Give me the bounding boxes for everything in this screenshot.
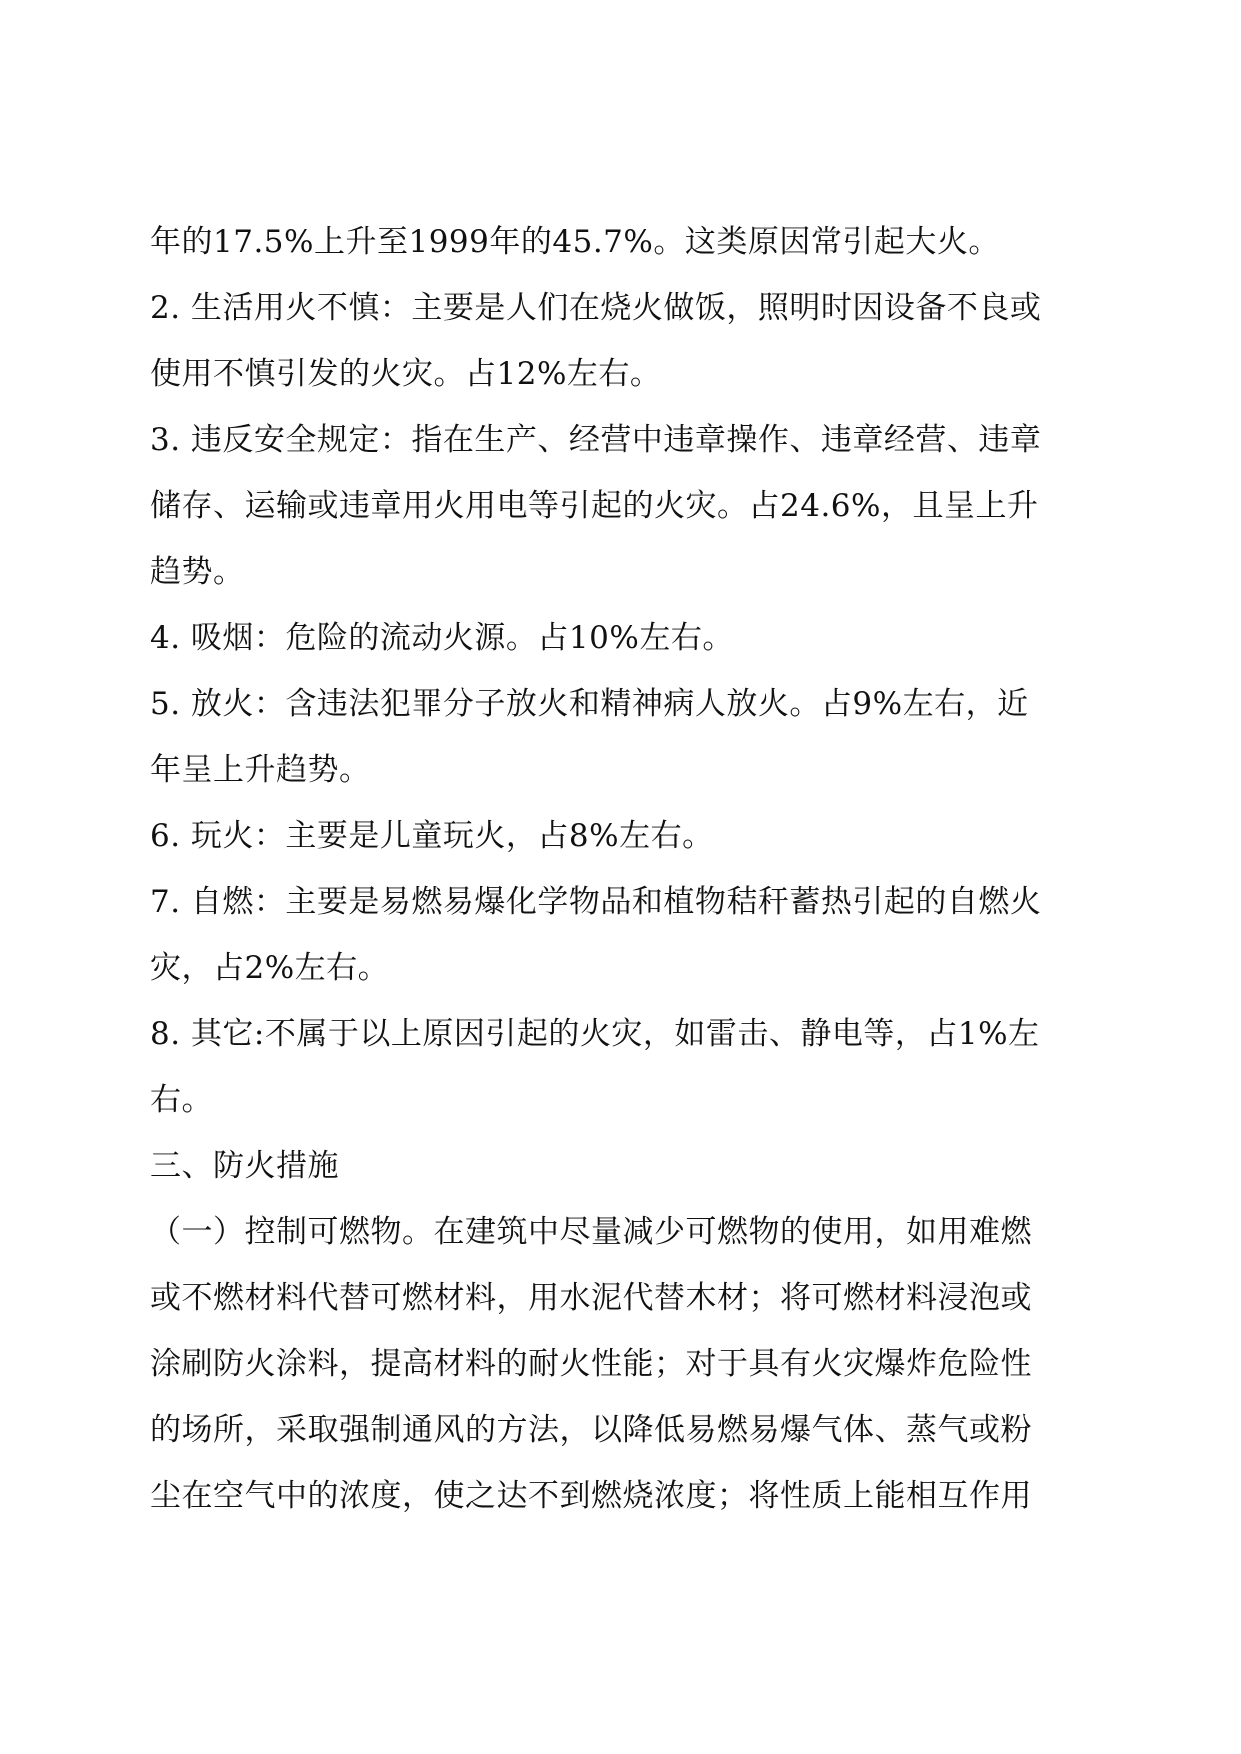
text-line: （一）控制可燃物。在建筑中尽量减少可燃物的使用，如用难燃 (150, 1214, 1032, 1250)
text-line: 储存、运输或违章用火用电等引起的火灾。占24.6%，且呈上升 (150, 488, 1039, 524)
text-line: 尘在空气中的浓度，使之达不到燃烧浓度；将性质上能相互作用 (150, 1478, 1032, 1514)
text-line: 4. 吸烟：危险的流动火源。占10%左右。 (150, 620, 734, 656)
text-line: 涂刷防火涂料，提高材料的耐火性能；对于具有火灾爆炸危险性 (150, 1346, 1032, 1382)
text-line: 或不燃材料代替可燃材料，用水泥代替木材；将可燃材料浸泡或 (150, 1280, 1032, 1316)
text-line: 的场所，采取强制通风的方法，以降低易燃易爆气体、蒸气或粉 (150, 1412, 1032, 1448)
text-line: 灾，占2%左右。 (150, 950, 390, 986)
text-line: 2. 生活用火不慎：主要是人们在烧火做饭，照明时因设备不良或 (150, 290, 1042, 326)
text-line: 5. 放火：含违法犯罪分子放火和精神病人放火。占9%左右，近 (150, 686, 1029, 722)
text-line: 右。 (150, 1082, 213, 1118)
text-line: 3. 违反安全规定：指在生产、经营中违章操作、违章经营、违章 (150, 422, 1042, 458)
text-line: 6. 玩火：主要是儿童玩火，占8%左右。 (150, 818, 714, 854)
text-line: 8. 其它:不属于以上原因引起的火灾，如雷击、静电等，占1%左 (150, 1016, 1040, 1052)
text-line: 年的17.5%上升至1999年的45.7%。这类原因常引起大火。 (150, 224, 1000, 260)
text-line: 年呈上升趋势。 (150, 752, 371, 788)
text-line: 使用不慎引发的火灾。占12%左右。 (150, 356, 662, 392)
text-line: 趋势。 (150, 554, 245, 590)
section-heading: 三、防火措施 (150, 1148, 339, 1184)
text-line: 7. 自燃：主要是易燃易爆化学物品和植物秸秆蓄热引起的自燃火 (150, 884, 1042, 920)
